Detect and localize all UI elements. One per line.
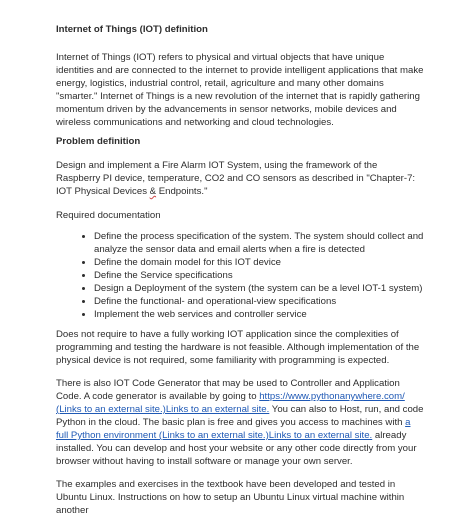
generator-text-3: already installed. You can develop and host your website or any other code directly from your browser without having to install software or manage your own server.	[56, 430, 417, 467]
paragraph-working-application: Does not require to have a fully working IOT application since the complexities of programming and testing the hardware is not feasible. Although implementation of the physical device is not required, some familiarity with programming is expected.	[56, 329, 420, 366]
generator-text-1: There is also IOT Code Generator that may be used to Controller and Application Code. A code generator is available by going to	[56, 378, 400, 402]
paragraph-code-generator	[56, 377, 424, 468]
document-body	[56, 23, 424, 517]
required-documentation-list	[56, 230, 424, 321]
paragraph-iot-definition: Internet of Things (IOT) refers to physical and virtual objects that have unique identities and are connected to the internet to provide intelligent applications that make energy, logistics, industrial control, retail, agriculture and many other domains "smarter." Internet of Things is a new revolution of the internet that is rapidly gathering momentum driven by the advancements in sensor networks, mobile devices and wireless communications and networking and cloud technologies.	[56, 52, 424, 128]
generator-text-2: You can also to Host, run, and code Python in the cloud. The basic plan is free and gives you access to machines with	[56, 404, 424, 428]
heading-iot-definition: Internet of Things (IOT) definition	[56, 24, 208, 35]
problem-text-start: Design and implement a Fire Alarm IOT System, using the framework of the Raspberry PI device, temperature, CO2 and CO sensors as described in "Chapter-7: IOT Physical Devices	[56, 160, 416, 197]
list-item: • Define the process specification of the system. The system should collect and analyze the sensor data and email alerts when a fire is detected	[94, 230, 424, 256]
list-item: • Design a Deployment of the system (the system can be a level IOT-1 system)	[94, 282, 424, 295]
list-item: • Define the functional- and operational-view specifications	[94, 295, 424, 308]
list-item: • Implement the web services and controller service	[94, 308, 424, 321]
spellcheck-ampersand: &	[149, 186, 157, 197]
paragraph-examples: The examples and exercises in the textbook have been developed and tested in Ubuntu Linux. Instructions on how to setup an Ubuntu Linux virtual machine within another	[56, 479, 405, 516]
pythonanywhere-link[interactable]: https://www.pythonanywhere.com/ (Links to an external site.)Links to an external site.	[56, 391, 405, 415]
required-documentation-label: Required documentation	[56, 210, 161, 221]
python-environment-link[interactable]: a full Python environment (Links to an external site.)Links to an external site.	[56, 417, 411, 441]
list-item: • Define the Service specifications	[94, 269, 424, 282]
heading-problem-definition: Problem definition	[56, 136, 141, 147]
paragraph-problem	[56, 159, 424, 198]
problem-text-end: Endpoints."	[156, 186, 208, 197]
list-item: • Define the domain model for this IOT device	[94, 256, 424, 269]
